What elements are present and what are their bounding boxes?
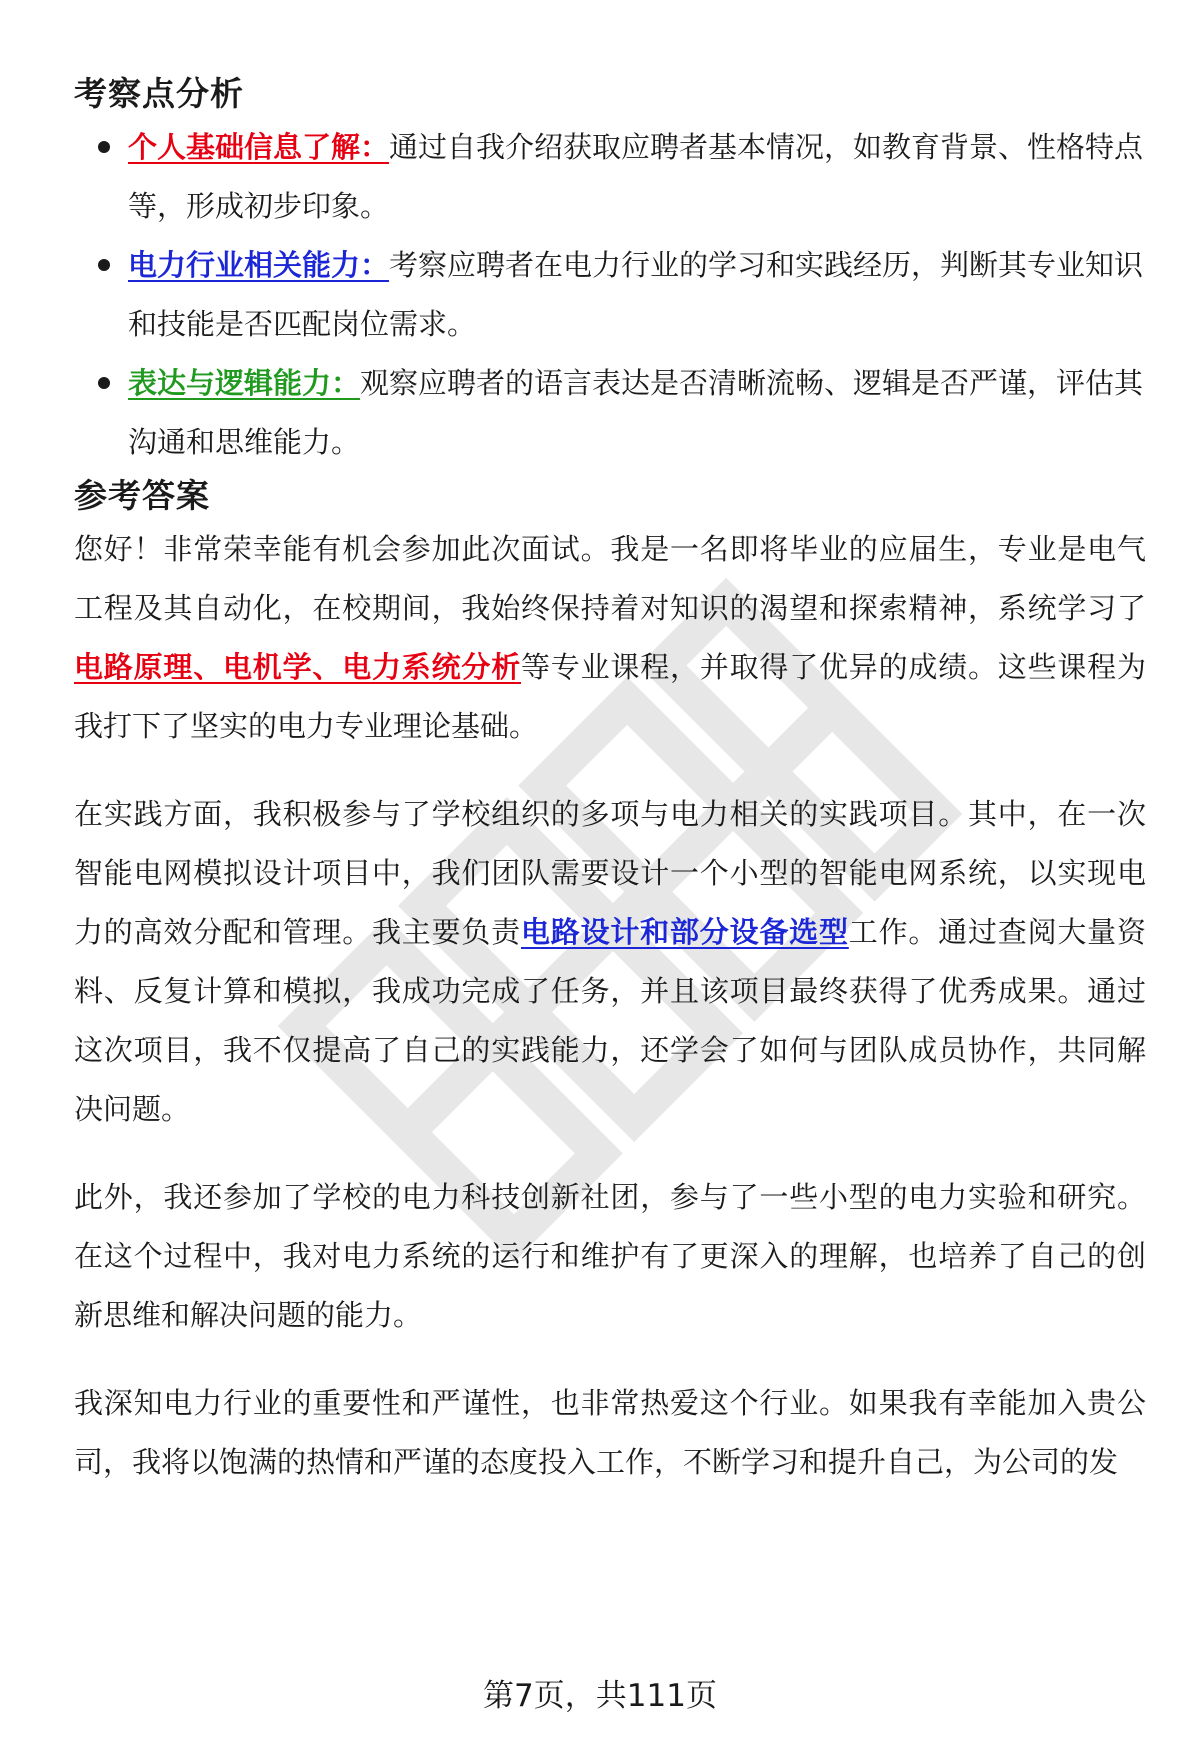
bullet-icon xyxy=(98,141,110,153)
analysis-point-1 xyxy=(128,118,1146,236)
paragraph-keyword: 电路设计和部分设备选型 xyxy=(520,915,849,949)
paragraph-text: 您好！非常荣幸能有机会参加此次面试。我是一名即将毕业的应届生，专业是电气工程及其自动化，在校期间，我始终保持着对知识的渴望和探索精神，系统学习了 xyxy=(74,532,1146,625)
analysis-point-3 xyxy=(128,354,1146,472)
point-keyword: 表达与逻辑能力： xyxy=(128,366,361,400)
paragraph-text: 在实践方面，我积极参与了学校组织的多项与电力相关的实践项目。其中，在一次智能电网模拟设计项目中，我们团队需要设计一个小型的智能电网系统，以实现电力的高效分配和管理。我主要负责 xyxy=(74,797,1146,949)
paragraph-text: 工作。通过查阅大量资料、反复计算和模拟，我成功完成了任务，并且该项目最终获得了优秀成果。通过这次项目，我不仅提高了自己的实践能力，还学会了如何与团队成员协作，共同解决问题。 xyxy=(74,915,1146,1126)
main-content xyxy=(74,70,1146,1521)
paragraph-keyword: 电路原理、电机学、电力系统分析 xyxy=(74,650,521,684)
answer-paragraph-3: 此外，我还参加了学校的电力科技创新社团，参与了一些小型的电力实验和研究。在这个过程中，我对电力系统的运行和维护有了更深入的理解，也培养了自己的创新思维和解决问题的能力。 xyxy=(74,1180,1146,1332)
point-text: 观察应聘者的语言表达是否清晰流畅、逻辑是否严谨，评估其沟通和思维能力。 xyxy=(128,366,1144,459)
page-number: 第7页，共111页 xyxy=(483,1678,717,1714)
answer-paragraph-2 xyxy=(74,785,1146,1139)
answer-paragraph-4: 我深知电力行业的重要性和严谨性，也非常热爱这个行业。如果我有幸能加入贵公司，我将以饱满的热情和严谨的态度投入工作，不断学习和提升自己，为公司的发 xyxy=(74,1386,1146,1479)
analysis-points-list xyxy=(74,118,1146,472)
point-keyword: 个人基础信息了解： xyxy=(128,130,390,164)
paragraph-text: 等专业课程，并取得了优异的成绩。这些课程为我打下了坚实的电力专业理论基础。 xyxy=(74,650,1146,743)
point-text: 考察应聘者在电力行业的学习和实践经历，判断其专业知识和技能是否匹配岗位需求。 xyxy=(128,248,1144,341)
analysis-point-2 xyxy=(128,236,1146,354)
bullet-icon xyxy=(98,259,110,271)
answer-paragraph-1 xyxy=(74,520,1146,756)
section-title-reference-answer: 参考答案 xyxy=(74,476,210,515)
bullet-icon xyxy=(98,377,110,389)
section-title-analysis: 考察点分析 xyxy=(74,74,244,113)
point-keyword: 电力行业相关能力： xyxy=(128,248,390,282)
point-text: 通过自我介绍获取应聘者基本情况，如教育背景、性格特点等，形成初步印象。 xyxy=(128,130,1144,223)
